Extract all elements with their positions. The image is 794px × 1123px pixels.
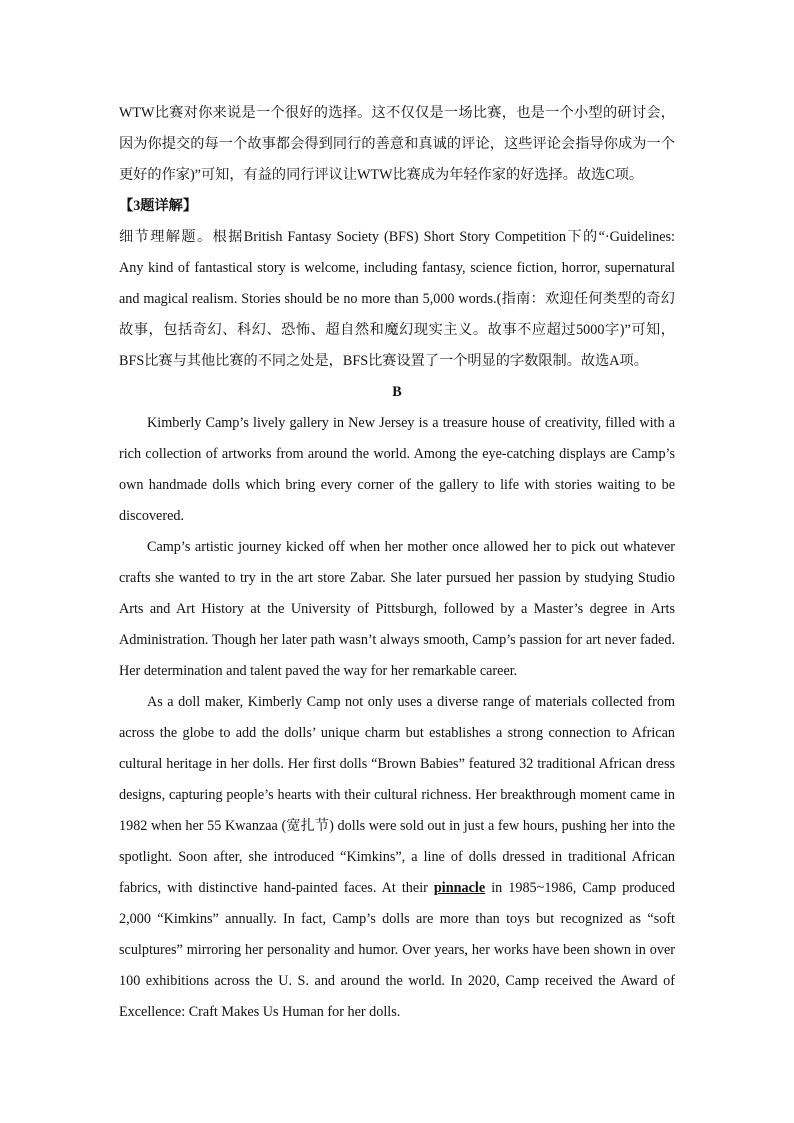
paragraph-3-text-after: in 1985~1986, Camp produced 2,000 “Kimkins” annually. In fact, Camp’s dolls are more than toys but recognized as “soft sculptures” mirroring her personality and humor. Over years, her works have been shown in over 100 exhibitions across the U. S. and around the world. In 2020, Camp received the Award of Excellence: Craft Makes Us Human for her dolls.	[119, 880, 676, 1020]
text-column	[119, 98, 675, 1028]
paragraph-3-text-before: As a doll maker, Kimberly Camp not only uses a diverse range of materials collected from across the globe to add the dolls’ unique charm but establishes a strong connection to African cultural heritage in her dolls. Her first dolls “Brown Babies” featured 32 traditional African dress designs, capturing people’s hearts with their cultural richness. Her breakthrough moment came in 1982 when her 55 Kwanzaa (宽扎节) dolls were sold out in just a few hours, pushing her into the spotlight. Soon after, she introduced “Kimkins”, a line of dolls dressed in traditional African fabrics, with distinctive hand-painted faces. At their	[119, 694, 675, 896]
q3-explanation-text: 细节理解题。根据British Fantasy Society (BFS) Short Story Competition下的“·Guidelines: Any kind of fantastical story is welcome, including fantasy, science fiction, horror, supernatural and magical realism. Stories should be no more than 5,000 words.(指南：欢迎任何类型的奇幻故事，包括奇幻、科幻、恐怖、超自然和魔幻现实主义。故事不应超过5000字)”可知，BFS比赛与其他比赛的不同之处是，BFS比赛设置了一个明显的字数限制。故选A项。	[119, 229, 675, 369]
underlined-keyword: pinnacle	[433, 880, 486, 896]
passage-b-paragraph-1: Kimberly Camp’s lively gallery in New Jersey is a treasure house of creativity, filled with a rich collection of artworks from around the world. Among the eye-catching displays are Camp’s own handmade dolls which bring every corner of the gallery to life with stories waiting to be discovered.	[119, 415, 675, 524]
q3-explanation-heading: 【3题详解】	[119, 198, 198, 214]
passage-b-paragraph-2: Camp’s artistic journey kicked off when her mother once allowed her to pick out whatever crafts she wanted to try in the art store Zabar. She later pursued her passion by studying Studio Arts and Art History at the University of Pittsburgh, followed by a Master’s degree in Arts Administration. Though her later path wasn’t always smooth, Camp’s passion for art never faded. Her determination and talent paved the way for her remarkable career.	[119, 539, 675, 679]
passage-b-paragraph-3	[119, 687, 675, 1028]
q2-explanation-continuation: WTW比赛对你来说是一个很好的选择。这不仅仅是一场比赛，也是一个小型的研讨会，因为你提交的每一个故事都会得到同行的善意和真诚的评论，这些评论会指导你成为一个更好的作家)”可知，有益的同行评议让WTW比赛成为年轻作家的好选择。故选C项。	[119, 105, 675, 183]
section-letter-b: B	[392, 384, 402, 400]
